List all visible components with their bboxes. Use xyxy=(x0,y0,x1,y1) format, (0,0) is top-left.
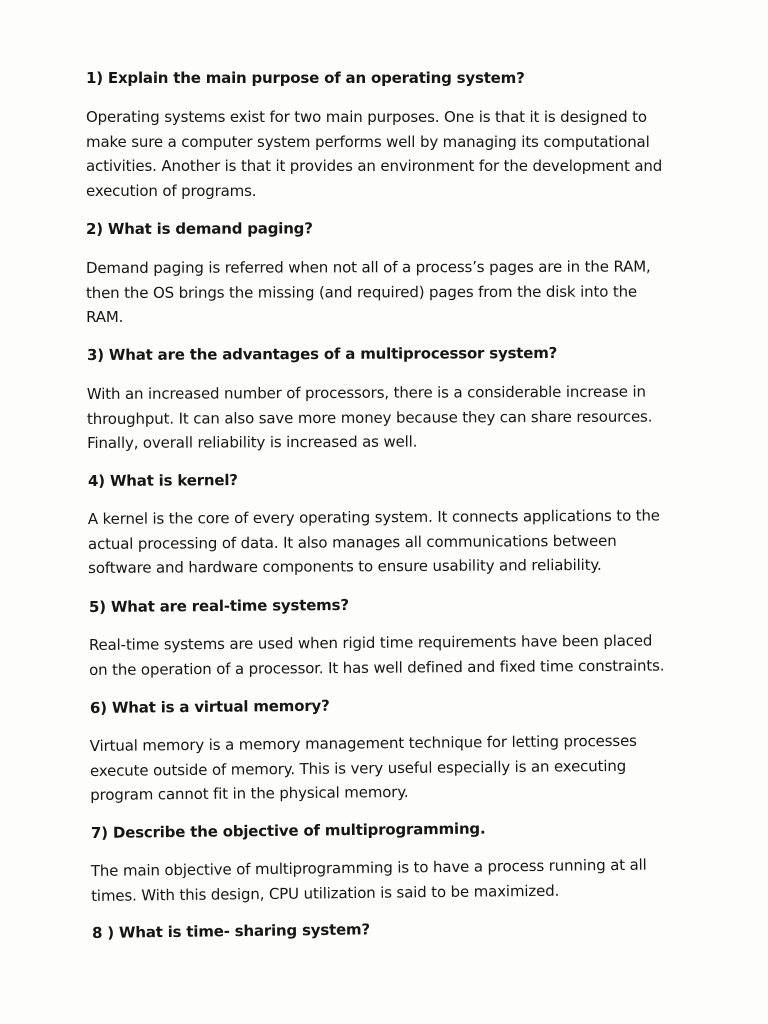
question-4-heading: 4) What is kernel? xyxy=(87,471,238,490)
answer-line: on the operation of a processor. It has well defined and fixed time constraints. xyxy=(89,655,665,679)
answer-line: then the OS brings the missing (and required) pages from the disk into the xyxy=(85,282,638,302)
answer-6-paragraph xyxy=(90,728,719,808)
answer-line: times. With this design, CPU utilization is said to be maximized. xyxy=(91,881,560,905)
answer-4-paragraph xyxy=(88,503,716,580)
answer-line: RAM. xyxy=(86,307,124,326)
answer-1-paragraph xyxy=(86,105,714,203)
answer-line: execution of programs. xyxy=(86,181,257,200)
answer-line: actual processing of data. It also manages all communications between xyxy=(87,531,617,553)
answer-line: execute outside of memory. This is very useful especially is an executing xyxy=(89,756,627,780)
answer-line: Demand paging is referred when not all of a process’s pages are in the RAM, xyxy=(85,257,651,278)
answer-3-paragraph xyxy=(87,379,715,455)
answer-line: The main objective of multiprogramming is to have a process running at all xyxy=(90,855,647,881)
question-7-heading: 7) Describe the objective of multiprogramming. xyxy=(90,819,486,842)
answer-2-paragraph xyxy=(86,254,714,329)
answer-line: A kernel is the core of every operating system. It connects applications to the xyxy=(87,506,660,529)
question-1-heading: 1) Explain the main purpose of an operating system? xyxy=(86,69,525,87)
question-6-heading: 6) What is a virtual memory? xyxy=(89,696,330,717)
answer-line: With an increased number of processors, there is a considerable increase in xyxy=(86,382,646,404)
question-5-heading: 5) What are real-time systems? xyxy=(88,595,349,616)
answer-5-paragraph xyxy=(89,628,717,682)
answer-line: activities. Another is that it provides an environment for the development and xyxy=(86,157,663,175)
answer-line: throughput. It can also save more money because they can share resources. xyxy=(86,407,653,428)
answer-line: software and hardware components to ensure usability and reliability. xyxy=(88,555,602,577)
answer-line: make sure a computer system performs well by managing its computational xyxy=(86,132,650,151)
answer-line: Operating systems exist for two main purposes. One is that it is designed to xyxy=(86,108,647,126)
answer-7-paragraph xyxy=(91,852,720,908)
question-8-heading: 8 ) What is time- sharing system? xyxy=(91,920,371,942)
answer-line: program cannot fit in the physical memory. xyxy=(90,782,409,804)
answer-line: Virtual memory is a memory management technique for letting processes xyxy=(89,731,637,756)
question-3-heading: 3) What are the advantages of a multiprocessor system? xyxy=(86,343,558,364)
answer-line: Finally, overall reliability is increased as well. xyxy=(87,432,418,452)
question-2-heading: 2) What is demand paging? xyxy=(85,219,313,238)
answer-line: Real-time systems are used when rigid time requirements have been placed xyxy=(88,631,653,655)
